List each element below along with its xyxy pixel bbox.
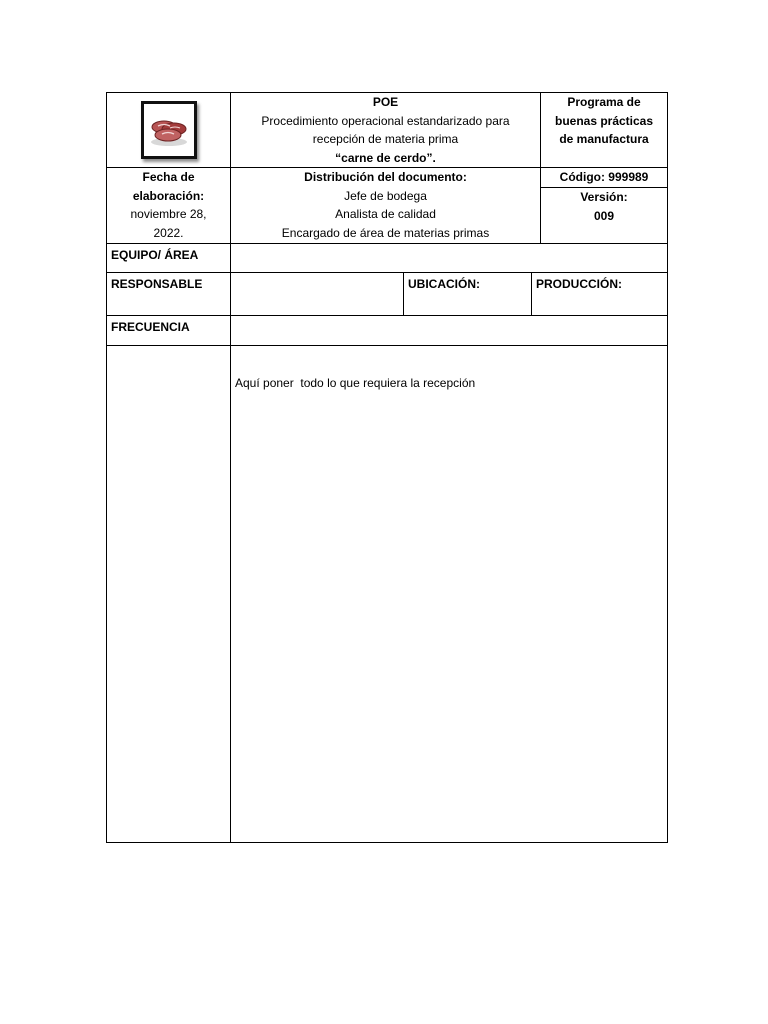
logo-cell	[107, 93, 231, 168]
distribution-item-2: Analista de calidad	[335, 207, 436, 221]
code-version-cell	[541, 168, 668, 244]
date-line-3: noviembre 28,	[130, 207, 207, 221]
poe-form-table	[106, 92, 668, 843]
title-line-2: Procedimiento operacional estandarizado para	[261, 113, 510, 128]
poe-document	[106, 92, 667, 843]
pork-meat-logo-icon	[141, 101, 197, 159]
document-title-cell	[231, 93, 541, 168]
version-label: Versión:	[580, 190, 628, 204]
equipo-area-label: EQUIPO/ ÁREA	[107, 244, 231, 273]
distribution-title: Distribución del documento:	[304, 170, 467, 184]
responsable-field[interactable]	[231, 273, 404, 316]
program-line-3: de manufactura	[559, 132, 649, 146]
version-value: 009	[594, 208, 615, 223]
distribution-cell	[231, 168, 541, 244]
distribution-item-1: Jefe de bodega	[344, 188, 427, 203]
date-line-1: Fecha de	[142, 170, 195, 184]
frecuencia-label: FRECUENCIA	[107, 316, 231, 346]
title-poe: POE	[372, 95, 399, 109]
ubicacion-label: UBICACIÓN:	[408, 277, 480, 291]
title-line-4: “carne de cerdo”.	[335, 150, 436, 165]
date-line-2: elaboración:	[132, 188, 205, 203]
date-line-4: 2022.	[153, 225, 184, 240]
ubicacion-field[interactable]	[404, 273, 532, 316]
body-left-cell	[107, 346, 231, 843]
distribution-item-3: Encargado de área de materias primas	[281, 225, 490, 240]
date-cell	[107, 168, 231, 244]
equipo-area-field[interactable]	[231, 244, 668, 273]
document-code: Código: 999989	[559, 170, 649, 184]
responsable-label: RESPONSABLE	[107, 273, 231, 316]
program-line-2: buenas prácticas	[554, 113, 654, 128]
produccion-label: PRODUCCIÓN:	[536, 277, 622, 291]
version-block	[541, 187, 667, 225]
program-cell	[541, 93, 668, 168]
body-content-cell[interactable]	[231, 346, 668, 843]
produccion-field[interactable]	[532, 273, 668, 316]
title-line-3: recepción de materia prima	[312, 132, 459, 146]
body-instruction-text: Aquí poner todo lo que requiera la recepción	[235, 376, 476, 390]
frecuencia-field[interactable]	[231, 316, 668, 346]
program-line-1: Programa de	[567, 95, 641, 109]
